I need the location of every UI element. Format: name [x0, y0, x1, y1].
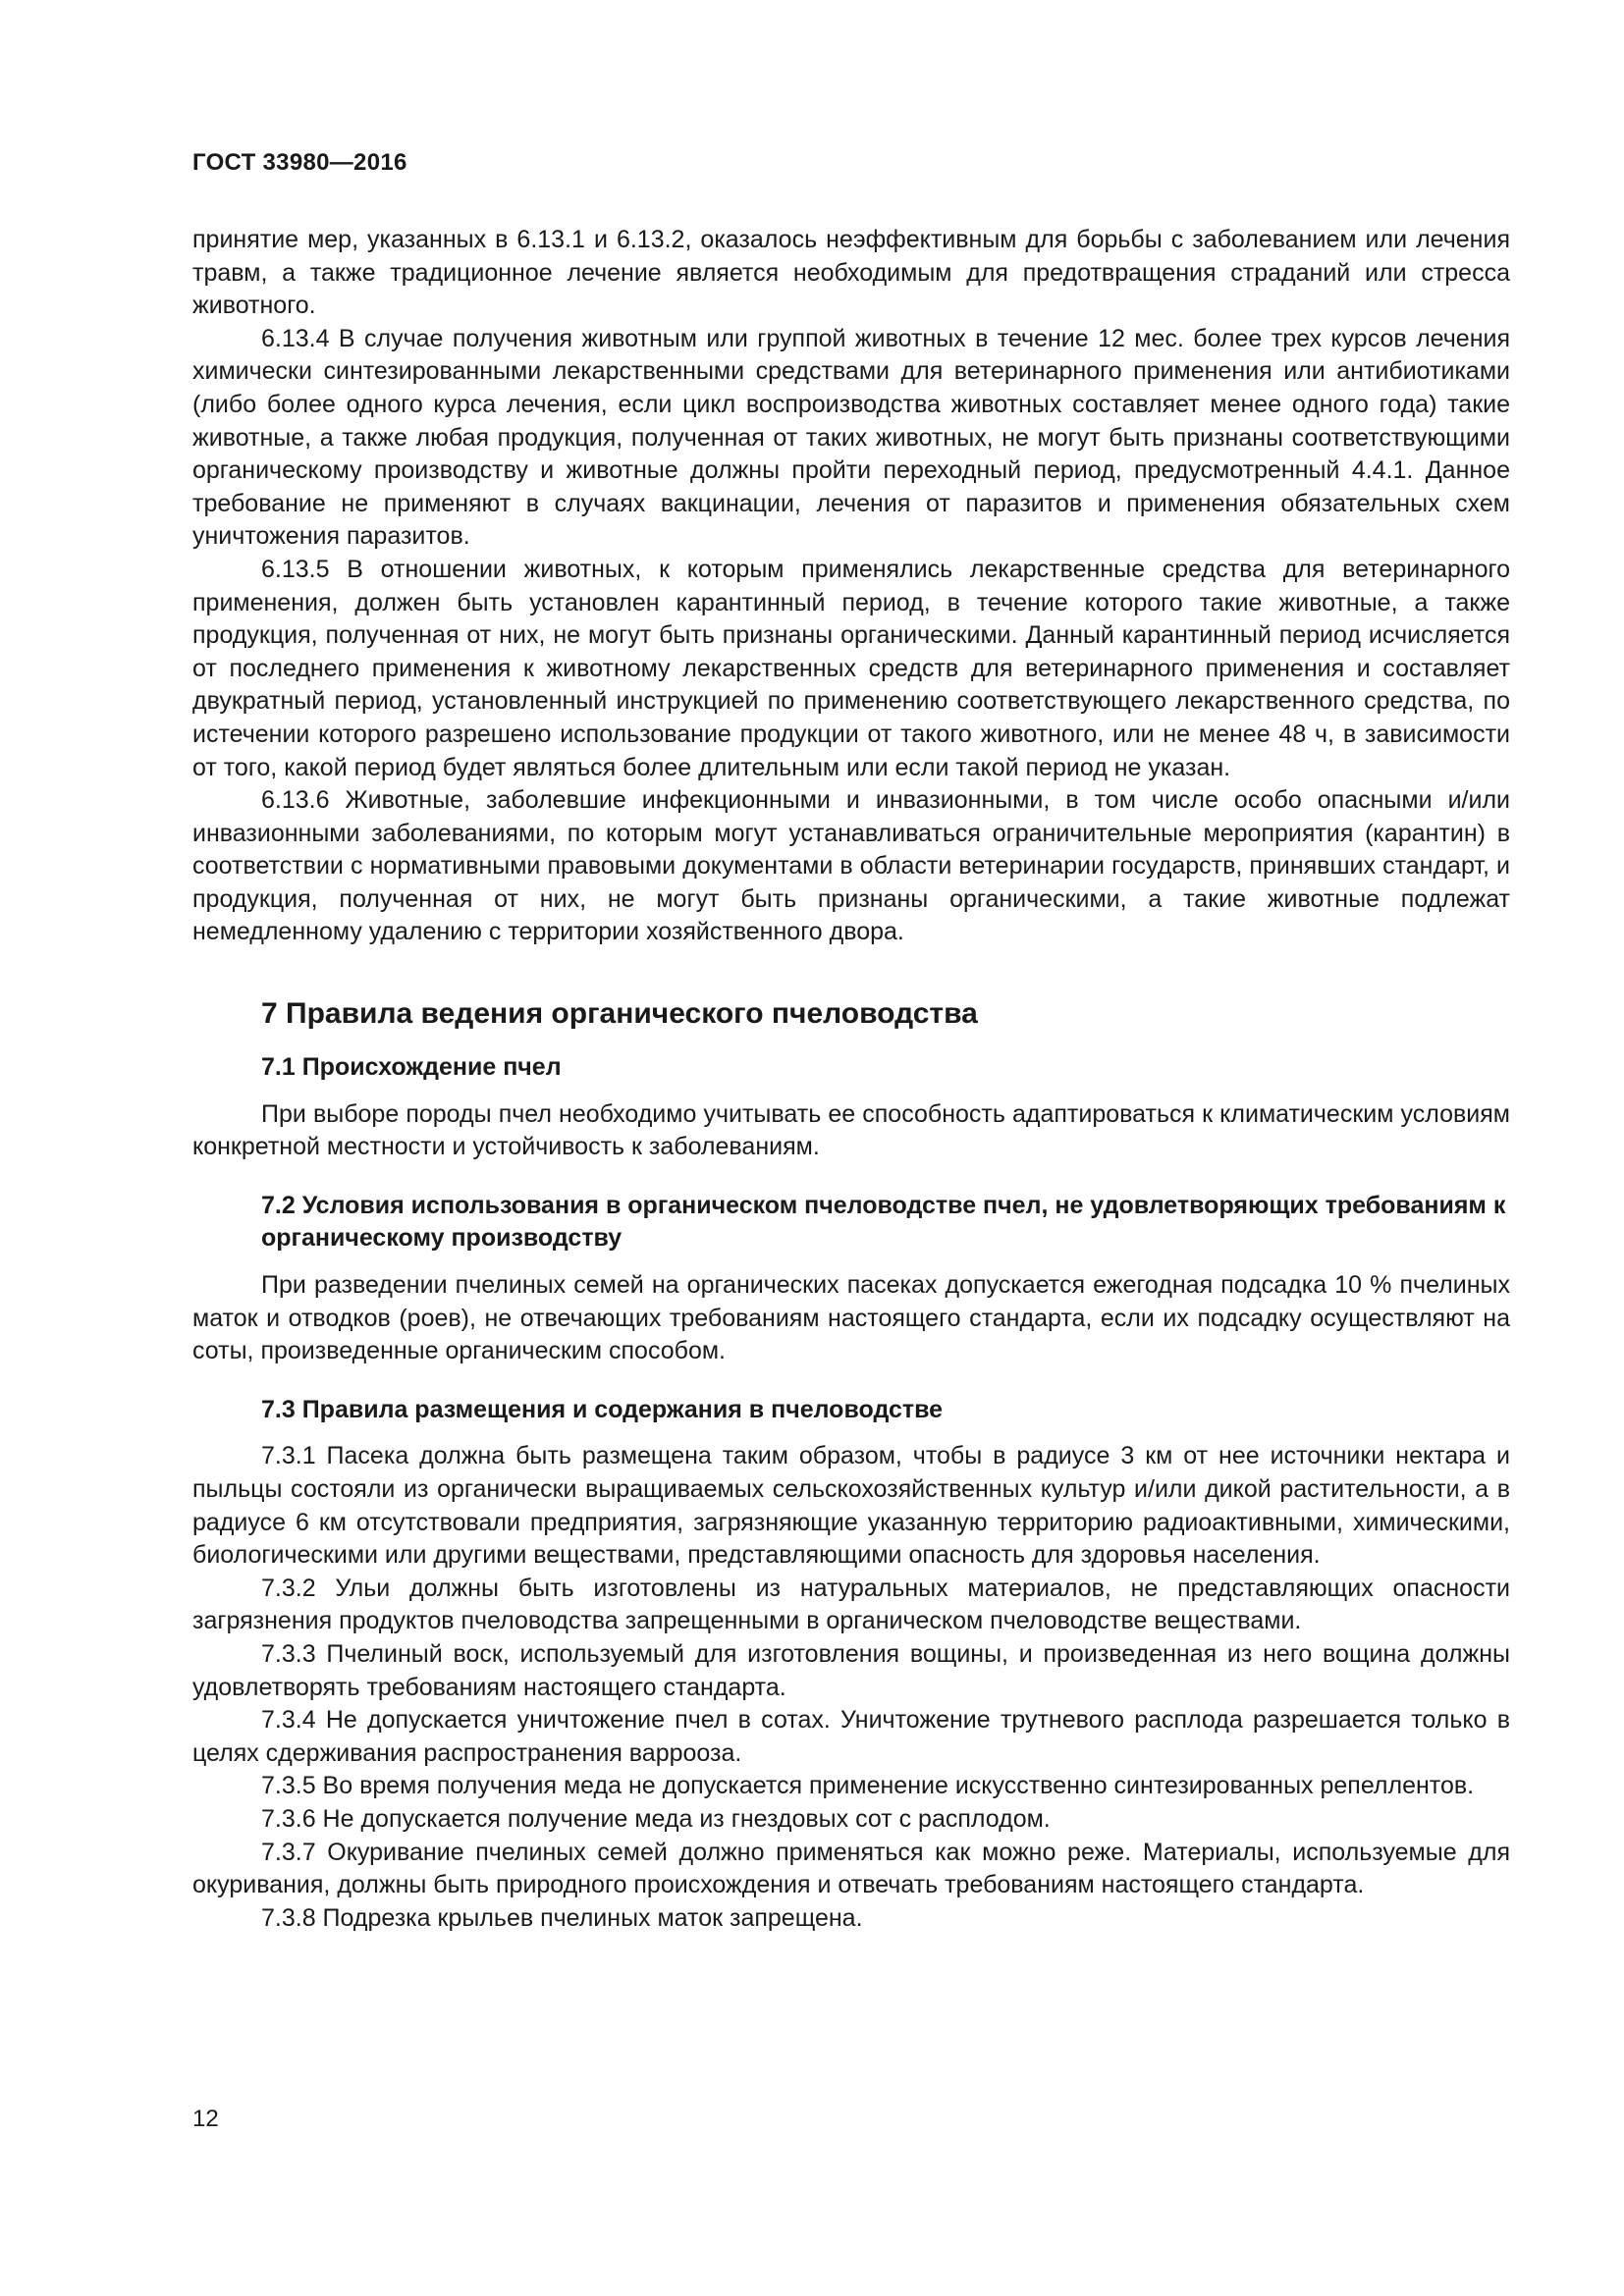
subsection-7-1-heading: 7.1 Происхождение пчел: [261, 1053, 562, 1082]
standard-header: ГОСТ 33980—2016: [192, 149, 407, 176]
paragraph-7-3-7: 7.3.7 Окуривание пчелиных семей должно применяться как можно реже. Материалы, используемые для окуривания, должны быть природного происхождения и отвечать требованиям настоящего стандарта.: [192, 1838, 1510, 1899]
paragraph-7-3-6: 7.3.6 Не допускается получение меда из гнездовых сот с расплодом.: [261, 1804, 1051, 1833]
paragraph-7-3-3: 7.3.3 Пчелиный воск, используемый для изготовления вощины, и произведенная из него вощина должны удовлетворять требованиям настоящего стандарта.: [192, 1639, 1510, 1701]
paragraph-continuation: принятие мер, указанных в 6.13.1 и 6.13.2, оказалось неэффективным для борьбы с заболеванием или лечения травм, а также традиционное лечение является необходимым для предотвращения страданий или стресса животного.: [192, 226, 1510, 320]
paragraph-7-3-1: 7.3.1 Пасека должна быть размещена таким образом, чтобы в радиусе 3 км от нее источники нектара и пыльцы состояли из органически выращиваемых сельскохозяйственных культур и/или дикой растительности, а в радиусе 6 км отсутствовали предприятия, загрязняющие указанную территорию радиоактивными, химическими, биологическими или другими веществами, представляющими опасность для здоровья населения.: [192, 1442, 1510, 1570]
paragraph-7-3-4: 7.3.4 Не допускается уничтожение пчел в сотах. Уничтожение трутневого расплода разрешается только в целях сдерживания распространения варрооза.: [192, 1706, 1510, 1767]
paragraph-7-3-8: 7.3.8 Подрезка крыльев пчелиных маток запрещена.: [261, 1903, 863, 1932]
subsection-7-2-heading: 7.2 Условия использования в органическом пчеловодстве пчел, не удовлетворяющих требованиям к органическому производству: [261, 1191, 1506, 1253]
page-number: 12: [192, 2106, 219, 2132]
subsection-7-2-text: При разведении пчелиных семей на органических пасеках допускается ежегодная подсадка 10 % пчелиных маток и отводков (роев), не отвечающих требованиям настоящего стандарта, если их подсадку осуществляют на соты, произведенные органическим способом.: [192, 1271, 1510, 1365]
paragraph-6-13-4: 6.13.4 В случае получения животным или группой животных в течение 12 мес. более трех курсов лечения химически синтезированными лекарственными средствами для ветеринарного применения или антибиотиками (либо более одного курса лечения, если цикл воспроизводства животных составляет менее одного года) такие животные, а также любая продукция, полученная от таких животных, не могут быть признаны соответствующими органическому производству и животные должны пройти переходный период, предусмотренный 4.4.1. Данное требование не применяют в случаях вакцинации, лечения от паразитов и применения обязательных схем уничтожения паразитов.: [192, 324, 1510, 551]
document-body: [192, 224, 1510, 1935]
subsection-7-3-heading: 7.3 Правила размещения и содержания в пчеловодстве: [261, 1395, 944, 1423]
paragraph-6-13-6: 6.13.6 Животные, заболевшие инфекционными и инвазионными, в том числе особо опасными и/или инвазионными заболеваниями, по которым могут устанавливаться ограничительные мероприятия (карантин) в соответствии с нормативными правовыми документами в области ветеринарии государств, принявших стандарт, и продукция, полученная от них, не могут быть признаны органическими, а такие животные подлежат немедленному удалению с территории хозяйственного двора.: [192, 786, 1510, 946]
section-7-heading: 7 Правила ведения органического пчеловодства: [261, 997, 978, 1031]
subsection-7-1-text: При выборе породы пчел необходимо учитывать ее способность адаптироваться к климатическим условиям конкретной местности и устойчивость к заболеваниям.: [192, 1099, 1510, 1161]
paragraph-6-13-5: 6.13.5 В отношении животных, к которым применялись лекарственные средства для ветеринарного применения, должен быть установлен карантинный период, в течение которого такие животные, а также продукция, полученная от них, не могут быть признаны органическими. Данный карантинный период исчисляется от последнего применения к животному лекарственных средств для ветеринарного применения и составляет двукратный период, установленный инструкцией по применению соответствующего лекарственного средства, по истечении которого разрешено использование продукции от такого животного, или не менее 48 ч, в зависимости от того, какой период будет являться более длительным или если такой период не указан.: [192, 555, 1510, 781]
paragraph-7-3-5: 7.3.5 Во время получения меда не допускается применение искусственно синтезированных репеллентов.: [261, 1772, 1475, 1800]
paragraph-7-3-2: 7.3.2 Ульи должны быть изготовлены из натуральных материалов, не представляющих опасности загрязнения продуктов пчеловодства запрещенными в органическом пчеловодстве веществами.: [192, 1574, 1510, 1635]
